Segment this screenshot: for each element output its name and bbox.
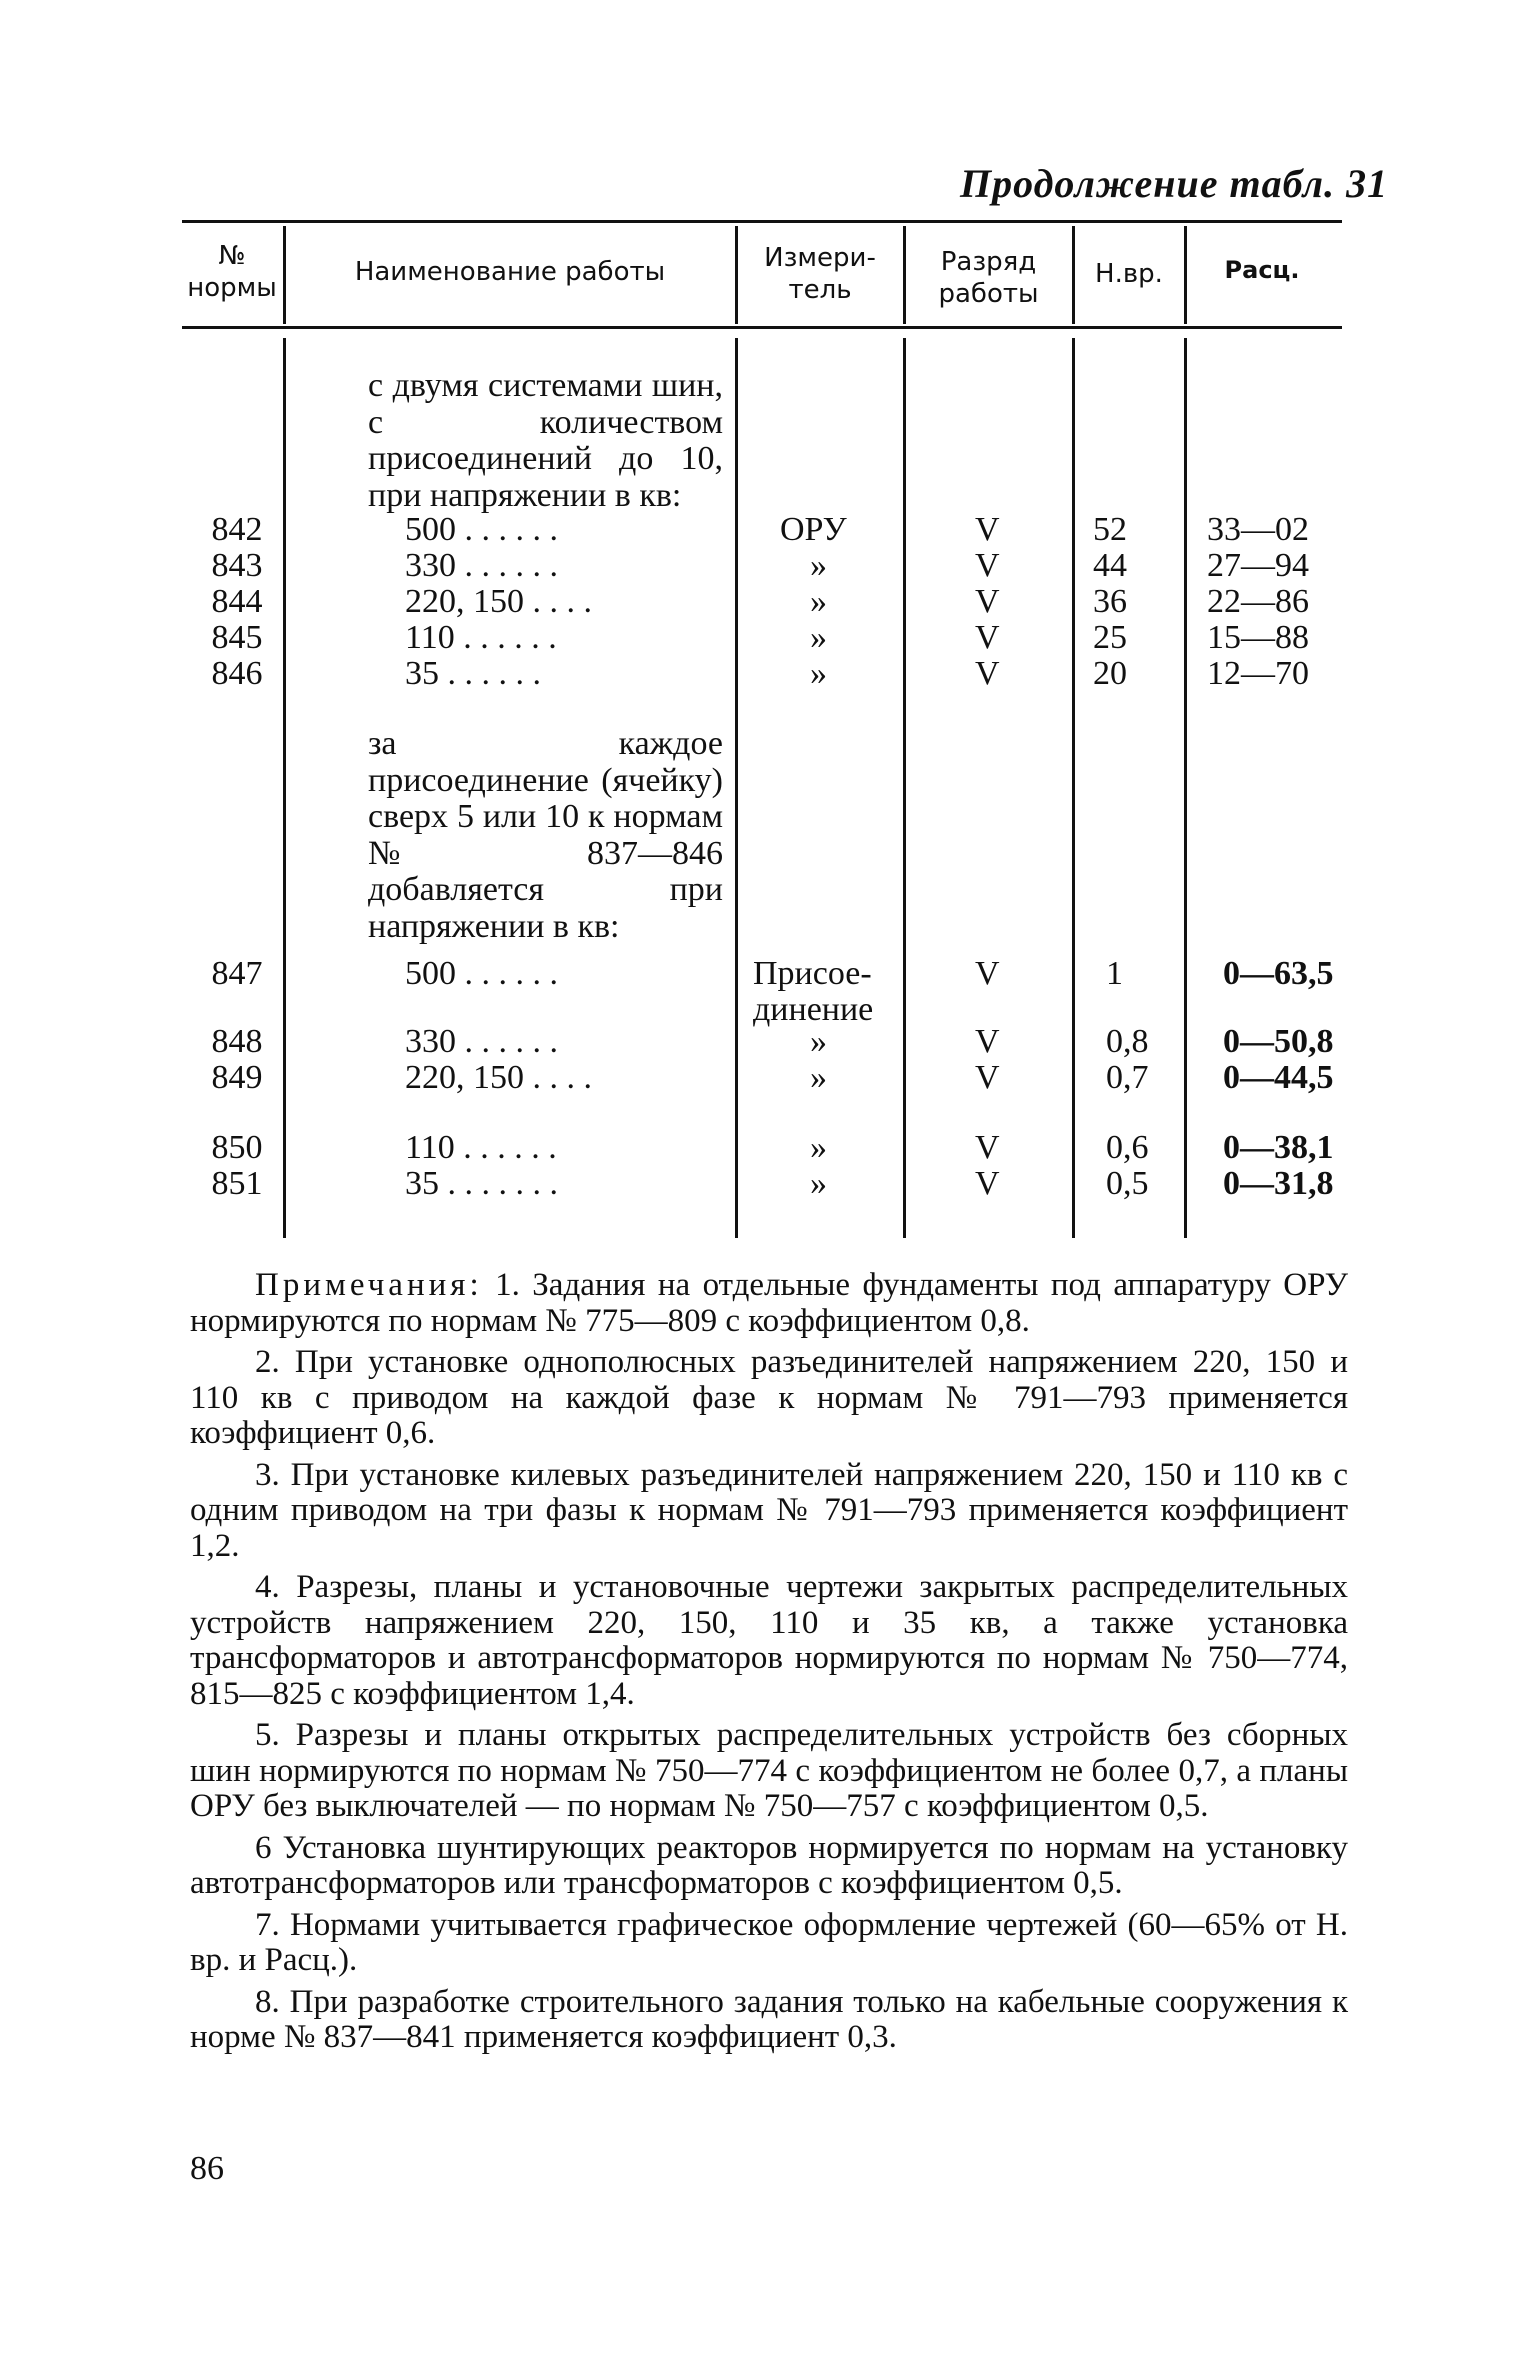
note-text: 1. Задания на отдельные фундаменты под аппаратуру ОРУ нормируются по нормам № 775—809 с коэффициентом 0,8.: [190, 1267, 1349, 1339]
unit: »: [810, 583, 827, 620]
grade: V: [975, 547, 1000, 584]
table-continuation-title: Продолжение табл. 31: [960, 161, 1389, 206]
norm-number: 850: [211, 1129, 263, 1166]
grade: V: [975, 619, 1000, 656]
price: 15—88: [1207, 619, 1309, 656]
unit: ОРУ: [780, 511, 847, 548]
column-divider: [735, 338, 738, 1238]
unit-continued: динение: [753, 991, 874, 1028]
header-grade: Разряд работы: [938, 247, 1039, 309]
time-norm: 52: [1093, 511, 1127, 548]
table-top-rule: [182, 220, 1342, 223]
time-norm: 0,7: [1106, 1059, 1149, 1096]
note-5: 5. Разрезы и планы открытых распределительных устройств без сборных шин нормируются по нормам № 750—774 с коэффициентом не более 0,7, а планы ОРУ без выключателей — по нормам № 750—757 с коэффициентом 0,5.: [190, 1717, 1348, 1824]
norm-number: 842: [211, 511, 263, 548]
grade: V: [975, 583, 1000, 620]
norm-number: 851: [211, 1165, 263, 1202]
norm-number: 846: [211, 655, 263, 692]
norm-number: 849: [211, 1059, 263, 1096]
price: 0—44,5: [1223, 1059, 1334, 1096]
header-price: Расц.: [1224, 256, 1300, 284]
price: 22—86: [1207, 583, 1309, 620]
group-description: с двумя системами шин, с количеством присоединений до 10, при напряжении в кв:: [368, 367, 723, 514]
column-divider: [283, 338, 286, 1238]
time-norm: 20: [1093, 655, 1127, 692]
price: 33—02: [1207, 511, 1309, 548]
time-norm: 1: [1106, 955, 1123, 992]
table-header-rule: [182, 326, 1342, 329]
time-norm: 36: [1093, 583, 1127, 620]
work-name: 330 . . . . . .: [405, 547, 558, 584]
unit: »: [810, 619, 827, 656]
unit: »: [810, 1165, 827, 1202]
work-name: 35 . . . . . . .: [405, 1165, 558, 1202]
header-unit: Измери- тель: [764, 243, 876, 305]
column-divider: [1072, 338, 1075, 1238]
header-time-norm: Н.вр.: [1095, 259, 1163, 289]
header-norm-number: № нормы: [187, 241, 277, 303]
note-4: 4. Разрезы, планы и установочные чертежи закрытых распределительных устройств напряжением 220, 150, 110 и 35 кв, а также установка трансформаторов и автотрансформаторов нормируются по нормам № 750—774, 815—825 с коэффициентом 1,4.: [190, 1569, 1348, 1712]
note-8: 8. При разработке строительного задания только на кабельные сооружения к норме № 837—841 применяется коэффициент 0,3.: [190, 1983, 1348, 2055]
unit: »: [810, 1129, 827, 1166]
note-7: 7. Нормами учитывается графическое оформление чертежей (60—65% от Н. вр. и Расц.).: [190, 1906, 1348, 1978]
column-divider: [1184, 338, 1187, 1238]
norm-number: 844: [211, 583, 263, 620]
page-number: 86: [190, 2150, 224, 2187]
norm-number: 845: [211, 619, 263, 656]
work-name: 35 . . . . . .: [405, 655, 541, 692]
price: 27—94: [1207, 547, 1309, 584]
column-divider: [903, 338, 906, 1238]
notes-label: Примечания:: [255, 1267, 483, 1303]
work-name: 500 . . . . . .: [405, 511, 558, 548]
grade: V: [975, 1165, 1000, 1202]
grade: V: [975, 655, 1000, 692]
time-norm: 25: [1093, 619, 1127, 656]
note-3: 3. При установке килевых разъединителей напряжением 220, 150 и 110 кв с одним приводом на три фазы к нормам № 791—793 применяется коэффициент 1,2.: [190, 1456, 1348, 1564]
notes-section: [190, 1268, 1348, 2062]
time-norm: 0,5: [1106, 1165, 1149, 1202]
group-description: за каждое присоединение (ячейку) сверх 5 или 10 к нормам № 837—846 добавляется при напряжении в кв:: [368, 725, 723, 945]
time-norm: 44: [1093, 547, 1127, 584]
norm-number: 848: [211, 1023, 263, 1060]
note-2: 2. При установке однополюсных разъединителей напряжением 220, 150 и 110 кв с приводом на каждой фазе к нормам № 791—793 применяется коэффициент 0,6.: [190, 1344, 1348, 1451]
unit: Присое-: [753, 955, 872, 992]
note-6: 6 Установка шунтирующих реакторов нормируется по нормам на установку автотрансформаторов или трансформаторов с коэффициентом 0,5.: [190, 1829, 1348, 1901]
price: 0—31,8: [1223, 1165, 1334, 1202]
price: 12—70: [1207, 655, 1309, 692]
grade: V: [975, 511, 1000, 548]
grade: V: [975, 955, 1000, 992]
work-name: 110 . . . . . .: [405, 619, 557, 656]
work-name: 220, 150 . . . .: [405, 583, 592, 620]
unit: »: [810, 547, 827, 584]
unit: »: [810, 1023, 827, 1060]
work-name: 220, 150 . . . .: [405, 1059, 592, 1096]
unit: »: [810, 655, 827, 692]
header-work-name: Наименование работы: [354, 257, 666, 287]
work-name: 500 . . . . . .: [405, 955, 558, 992]
grade: V: [975, 1129, 1000, 1166]
price: 0—63,5: [1223, 955, 1334, 992]
grade: V: [975, 1059, 1000, 1096]
price: 0—38,1: [1223, 1129, 1334, 1166]
grade: V: [975, 1023, 1000, 1060]
work-name: 330 . . . . . .: [405, 1023, 558, 1060]
norm-number: 847: [211, 955, 263, 992]
norm-number: 843: [211, 547, 263, 584]
price: 0—50,8: [1223, 1023, 1334, 1060]
time-norm: 0,6: [1106, 1129, 1149, 1166]
unit: »: [810, 1059, 827, 1096]
time-norm: 0,8: [1106, 1023, 1149, 1060]
note-1: [190, 1268, 1348, 1339]
work-name: 110 . . . . . .: [405, 1129, 557, 1166]
